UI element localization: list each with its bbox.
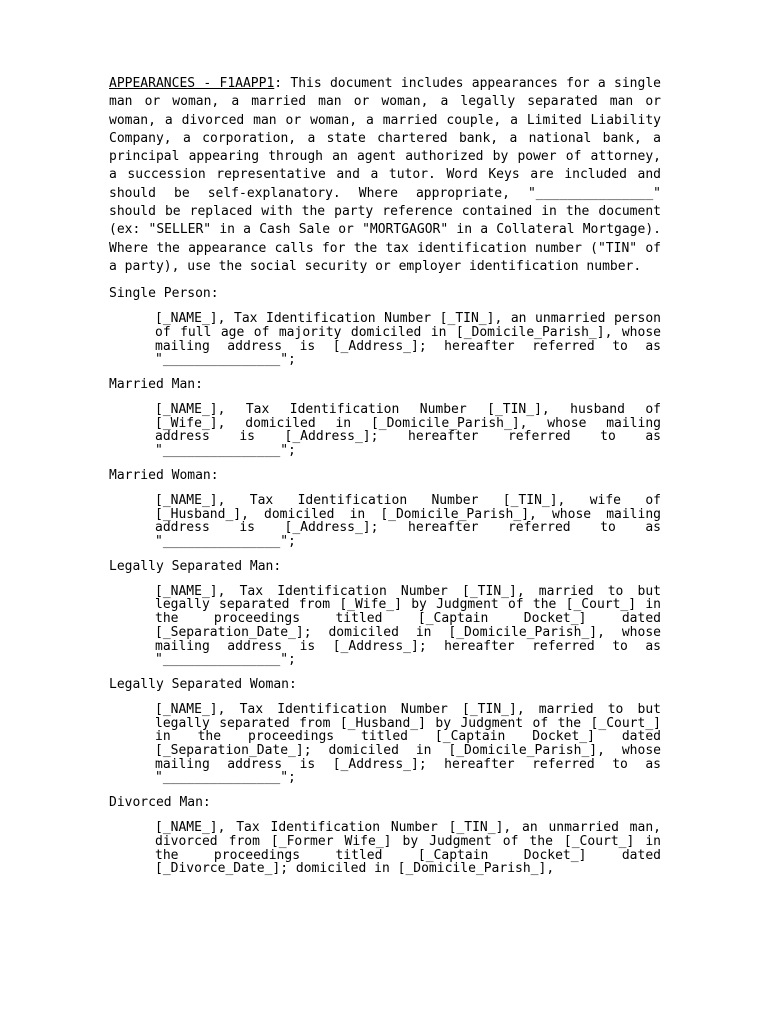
appearance-text: [_NAME_], Tax Identification Number [_TIN_], an unmarried man, divorced from [_Former Wife_] by Judgment of the [_Court_] in the proceedings titled [_Captain Docket_] dated [_Divorce_Date_]; domiciled in [_Domicile_Parish_], bbox=[155, 820, 661, 877]
section-single-person bbox=[109, 285, 661, 367]
intro-text: : This document includes appearances for a single man or woman, a married man or woman, a legally separated man or woman, a divorced man or woman, a married couple, a Limited Liability Company, a corporation, a state chartered bank, a national bank, a principal appearing through an agent authorized by power of attorney, a succession representative and a tutor. Word Keys are included and should be self-explanatory. Where appropriate, "_______________" should be replaced with the party reference contained in the document (ex: "SELLER" in a Cash Sale or "MORTGAGOR" in a Collateral Mortgage). Where the appearance calls for the tax identification number ("TIN" of a party), use the social security or employer identification number. bbox=[109, 76, 661, 274]
section-heading: Legally Separated Woman: bbox=[109, 676, 297, 692]
document-page bbox=[109, 75, 661, 876]
appearance-text: [_NAME_], Tax Identification Number [_TIN_], married to but legally separated from [_Husband_] by Judgment of the [_Court_] in the proceedings titled [_Captain Docket_] dated [_Separation_Date_]; domiciled in [_Domicile_Parish_], whose mailing address is [_Address_]; hereafter referred to as "_______________"; bbox=[155, 701, 661, 786]
appearance-text: [_NAME_], Tax Identification Number [_TIN_], husband of [_Wife_], domiciled in [_Domicile_Parish_], whose mailing address is [_Address_]; hereafter referred to as "_______________"; bbox=[155, 402, 661, 459]
section-heading: Single Person: bbox=[109, 286, 219, 302]
section-divorced-man bbox=[109, 794, 661, 876]
section-married-man bbox=[109, 376, 661, 458]
section-heading: Married Woman: bbox=[109, 467, 219, 483]
appearance-text: [_NAME_], Tax Identification Number [_TIN_], an unmarried person of full age of majority domiciled in [_Domicile_Parish_], whose mailing address is [_Address_]; hereafter referred to as "_______________"; bbox=[155, 311, 661, 368]
section-legally-separated-woman bbox=[109, 676, 661, 785]
section-married-woman bbox=[109, 467, 661, 549]
section-heading: Married Man: bbox=[109, 377, 203, 393]
intro-paragraph bbox=[109, 75, 661, 276]
document-title: APPEARANCES - F1AAPP1 bbox=[109, 76, 275, 91]
appearance-text: [_NAME_], Tax Identification Number [_TIN_], married to but legally separated from [_Wife_] by Judgment of the [_Court_] in the proceedings titled [_Captain Docket_] dated [_Separation_Date_]; domiciled in [_Domicile_Parish_], whose mailing address is [_Address_]; hereafter referred to as "_______________"; bbox=[155, 583, 661, 668]
section-heading: Legally Separated Man: bbox=[109, 558, 282, 574]
appearance-text: [_NAME_], Tax Identification Number [_TIN_], wife of [_Husband_], domiciled in [_Domicile_Parish_], whose mailing address is [_Address_]; hereafter referred to as "_______________"; bbox=[155, 492, 661, 549]
section-heading: Divorced Man: bbox=[109, 795, 211, 811]
section-legally-separated-man bbox=[109, 558, 661, 667]
